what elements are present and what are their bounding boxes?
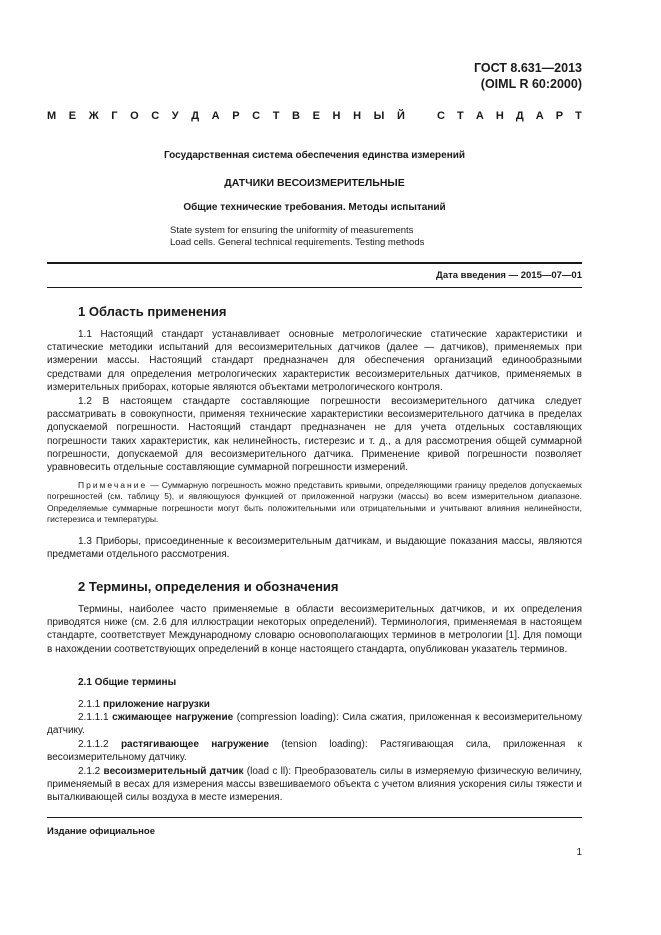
date-divider xyxy=(47,287,582,288)
header-divider xyxy=(47,262,582,264)
section-2-heading: 2 Термины, определения и обозначения xyxy=(78,579,339,594)
section-1-heading: 1 Область применения xyxy=(78,304,227,319)
english-title-line-1: State system for ensuring the uniformity of measurements xyxy=(170,225,414,236)
introduction-date: Дата введения — 2015—07—01 xyxy=(436,270,582,281)
gost-number: ГОСТ 8.631—2013 xyxy=(473,61,582,75)
document-subtitle: Общие технические требования. Методы испытаний xyxy=(183,202,446,213)
subsection-2-1-heading: 2.1 Общие термины xyxy=(78,677,177,688)
system-title: Государственная система обеспечения единства измерений xyxy=(163,150,466,161)
page-number: 1 xyxy=(576,847,582,858)
document-title: ДАТЧИКИ ВЕСОИЗМЕРИТЕЛЬНЫЕ xyxy=(224,177,405,189)
term-2-1-1-2 xyxy=(47,738,582,764)
term-number: 2.1.1.2 xyxy=(78,739,121,750)
note-label: Примечание xyxy=(78,480,148,490)
section-1-paragraph-3: 1.3 Приборы, присоединенные к весоизмерительным датчикам, и выдающие показания массы, являются предметами отдельного рассмотрения. xyxy=(47,536,582,561)
term-2-1-1-1 xyxy=(47,711,582,737)
term-number: 2.1.1 xyxy=(78,699,104,710)
section-1-note xyxy=(47,480,582,526)
banner-right-text: С Т А Н Д А Р Т xyxy=(437,110,582,122)
banner-left-text: М Е Ж Г О С У Д А Р С Т В Е Н Н Ы Й xyxy=(47,110,405,122)
oiml-number: (OIML R 60:2000) xyxy=(480,77,582,91)
term-definition: (tension loading): Растягивающая сила, приложенная к весоизмерительному датчику. xyxy=(47,739,582,764)
term-definition: (load c ll): Преобразователь силы в измеряемую физическую величину, применяемый в весах для измерения массы взвешиваемого объекта с учетом влияния ускорения силы тяжести и выталкивающей силы воздуха в месте измерения. xyxy=(47,766,582,804)
term-2-1-1 xyxy=(47,698,582,711)
section-1-paragraph-2: 1.2 В настоящем стандарте составляющие погрешности весоизмерительного датчика следует рассматривать в совокупности, применяя технические характеристики весоизмерительного датчика в пределах допускаемой погрешности. Настоящий стандарт предназначен не для учета отдельных составляющих погрешности таких характеристик, как нелинейность, гистерезис и т. д., а для рассмотрения общей суммарной погрешности, допускаемой для весоизмерительного датчика. Применение кривой погрешности позволяет уравновесить отдельные составляющие суммарной погрешности измерений. xyxy=(47,396,582,474)
section-2-paragraph-1: Термины, наиболее часто применяемые в области весоизмерительных датчиков, и их определения приводятся ниже (см. 2.6 для иллюстрации некоторых определений). Терминология, применяемая в настоящем стандарте, соответствует Международному словарю основополагающих терминов в метрологии [1]. Для помощи в нахождении соответствующих определений в конце настоящего стандарта, опубликован указатель терминов. xyxy=(47,604,582,655)
footer-divider xyxy=(47,817,582,818)
section-1-paragraph-1: 1.1 Настоящий стандарт устанавливает основные метрологические статические характеристики и статические методики испытаний для весоизмерительных датчиков (далее — датчиков), применяемых при измерении массы. Настоящий стандарт предназначен для обеспечения организаций единообразными средствами для определения метрологических характеристик весоизмерительных датчиков, применяемых в измерительных приборах, которые являются объектами метрологического контроля. xyxy=(47,329,582,393)
term-name: приложение нагрузки xyxy=(103,699,210,710)
term-definition: (compression loading): Сила сжатия, приложенная к весоизмерительному датчику. xyxy=(47,712,582,737)
note-text: — Суммарную погрешность можно представить кривыми, определяющими границу пределов допускаемых погрешностей (см. таблицу 5), и являющуюся функцией от приложенной нагрузки (массы) во всем измерительном диапазоне. Определяемые суммарные погрешности могут быть положительными или отрицательными и учитывают влияния нелинейности, гистерезиса и температуры. xyxy=(47,480,582,525)
english-title-block xyxy=(170,225,470,249)
term-number: 2.1.1.1 xyxy=(78,712,113,723)
term-name: растягивающее нагружение xyxy=(120,739,269,750)
term-number: 2.1.2 xyxy=(78,766,104,777)
standard-number-block xyxy=(474,60,582,92)
english-title-line-2: Load cells. General technical requirements. Testing methods xyxy=(170,237,425,248)
term-name: весоизмерительный датчик xyxy=(103,766,244,777)
official-edition-label: Издание официальное xyxy=(47,826,155,837)
term-2-1-2 xyxy=(47,765,582,805)
term-name: сжимающее нагружение xyxy=(112,712,234,723)
